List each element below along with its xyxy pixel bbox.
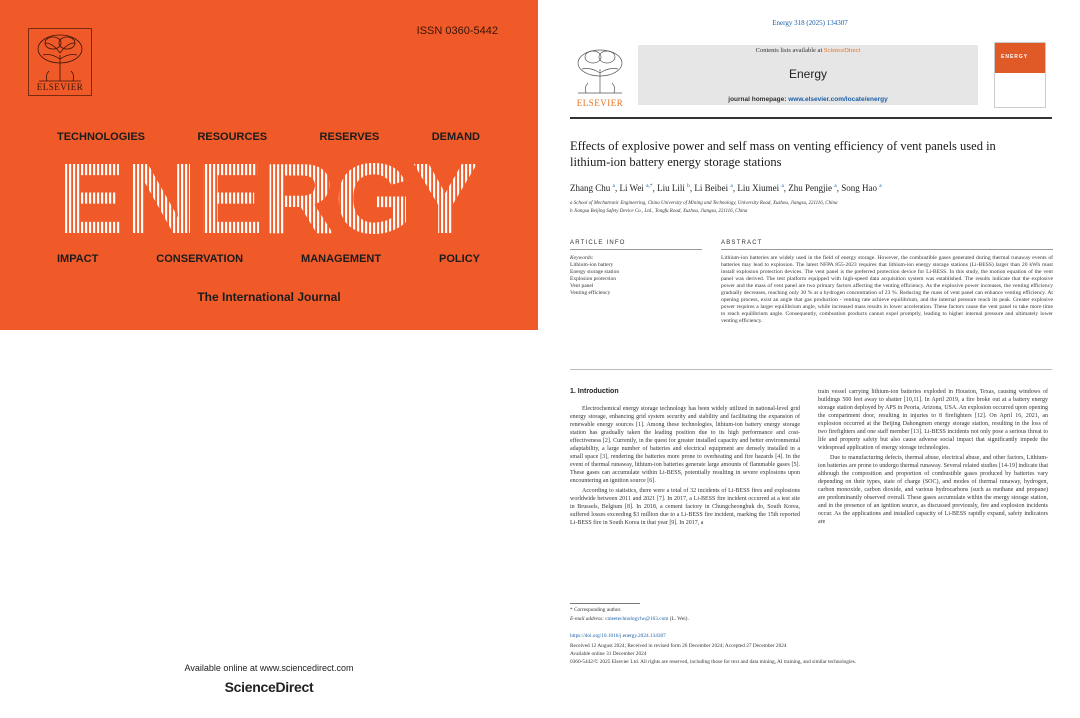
copyright-line: 0360-5442/© 2025 Elsevier Ltd. All rights are reserved, including those for text and data mining, AI training, and similar technologies. <box>570 659 857 665</box>
keyword: Lithium-ion battery <box>570 262 614 268</box>
topic-word: CONSERVATION <box>156 253 244 265</box>
thumbnail-title: ENERGY <box>1001 54 1029 60</box>
article-info-heading: ARTICLE INFO <box>570 240 626 246</box>
divider <box>570 249 702 250</box>
corresponding-author-note: * Corresponding author. <box>570 607 622 613</box>
body-column-right <box>818 388 1048 528</box>
sciencedirect-logo: ScienceDirect <box>224 679 314 695</box>
contents-prefix: Contents lists available at <box>755 47 823 54</box>
journal-banner <box>638 45 978 105</box>
contents-line <box>638 47 978 54</box>
author[interactable]: Liu Xiumei $^a$ <box>737 183 784 193</box>
keyword: Energy storage station <box>570 269 620 275</box>
body-paragraph: Electrochemical energy storage technology has been widely utilized in national-level grid energy storage, enhancing grid system security and stability and facilitating the expansion of renewable energy sources [1]. Among these technologies, lithium-ion battery energy storage station has gradually taken the leading position due to its high performance and cost-effectiveness [2]. Currently, in the quest for greater installed capacity and better environmental adaptability, a large number of batteries and electrical equipment are densely installed in a small space [3], rendering the batteries more prone to overheating and fire hazards [4]. In the event of thermal runaway, lithium-ion batteries generate large amounts of flammable gases [5]. These gases can accumulate within Li-BESS, potentially resulting in severe explosions upon encountering an ignition source [6]. <box>570 406 800 484</box>
body-column-left <box>570 388 800 529</box>
email-suffix: (L. Wei). <box>669 616 689 622</box>
author[interactable]: Zhu Pengjie $^a$ <box>788 183 837 193</box>
footnote-divider <box>570 603 640 604</box>
history-received: Received 12 August 2024; Received in revised form 26 December 2024; Accepted 27 December 2024 <box>570 643 787 649</box>
keywords-label: Keywords: <box>570 255 594 261</box>
topic-word: MANAGEMENT <box>301 253 382 265</box>
masthead-divider <box>570 117 1052 119</box>
author[interactable]: Li Wei $^{a,*}$ <box>619 183 653 193</box>
journal-name: Energy <box>788 67 828 81</box>
doi-link[interactable]: https://doi.org/10.1016/j.energy.2024.134307 <box>570 633 666 639</box>
homepage-line <box>638 96 978 103</box>
elsevier-tree-icon <box>29 29 91 83</box>
body-paragraph: train vessel carrying lithium-ion batteries exploded in Houston, Texas, causing windows of buildings 500 feet away to shatter [10,11]. In April 2019, a fire broke out at a battery energy storage station deployed by APS in Peoria, Arizona, USA. An explosion occurred upon opening the compartment door, resulting in injuries to 8 firefighters [12]. On April 16, 2021, an explosion occurred at the Beijing Dahongmen energy storage station, resulting in the loss of two firefighters and one staff member [13]. Li-BESS incidents not only pose a serious threat to life and property safety but also cause adverse social impact that significantly impede the widespread application of energy storage technologies. <box>818 389 1048 451</box>
keyword: Venting efficiency <box>570 290 611 296</box>
body-paragraph: Due to manufacturing defects, thermal abuse, electrical abuse, and other factors, Lithium-ion batteries are prone to undergo thermal runaway. Several related studies [14-19] indicate that although the composition and proportion of combustible gases produced by batteries vary depending on their types, state of charge (SOC), and modes of thermal runaway, hydrogen, carbon monoxide, carbon dioxide, and various hydrocarbons (such as methane and propane) are predominantly observed overall. These gases accumulate within the energy storage station, and in the presence of an ignition source, as discussed previously, fire and explosion incidents occur. As the applications and installed capacity of Li-BESS rapidly expand, safety indicators are <box>818 455 1048 525</box>
email-footnote <box>570 616 1050 622</box>
abstract-text: Lithium-ion batteries are widely used in the field of energy storage. However, the combustible gases generated during thermal runaway events of batteries may lead to explosion. The latest NFPA 855-2023 requires that lithium-ion energy storage stations (Li-BESS) larger than 20 kWh must install explosion protection devices. The vent panel is the preferred protection device for Li-BESS. In this study, the motion equation of the vent panel was derived. The test platform equipped with high-speed data acquisition system was established. The results indicate that the explosive power and the mass of vent panel are two primary factors affecting the venting efficiency. As the explosive power increases, the venting efficiency gradually decreases, reaching only 30 % at a hydrogen concentration of 23 %. Reducing the mass of vent panel can enhance venting efficiency. At opening process, exist an angle that gas production - venting rate achieve equilibrium, and the internal pressure reach its peak. Greater explosive power requires a larger equilibrium angle, while increased mass results in lower acceleration. These factors cause the vent panel to take more time to reach equilibrium angle. Consequently, combustion products cannot expel promptly, leading to higher internal pressure and ultimately lower venting efficiency. <box>721 255 1053 325</box>
keyword: Explosion protection <box>570 276 616 282</box>
history-available: Available online 31 December 2024 <box>570 651 647 657</box>
topic-word: IMPACT <box>57 253 99 265</box>
keyword: Vent panel <box>570 283 594 289</box>
abstract-divider <box>570 369 1052 370</box>
divider <box>721 249 1053 250</box>
elsevier-logo <box>28 28 92 96</box>
elsevier-logo-text: ELSEVIER <box>36 82 84 92</box>
topic-word: RESOURCES <box>197 131 268 143</box>
topic-word: TECHNOLOGIES <box>57 131 146 143</box>
journal-masthead <box>570 42 1052 110</box>
topic-word: POLICY <box>439 253 480 265</box>
elsevier-logo-text: ELSEVIER <box>576 98 624 108</box>
cover-topics-bottom <box>57 253 480 265</box>
cover-title-energy <box>57 155 480 239</box>
affiliation: a School of Mechatronic Engineering, China University of Mining and Technology, University Road, Xuzhou, Jiangsu, 221116, China <box>570 201 838 206</box>
article-page <box>560 0 1060 718</box>
sciencedirect-link[interactable]: ScienceDirect <box>823 47 861 54</box>
body-paragraph: According to statistics, there were a total of 32 incidents of Li-BESS fires and explosions worldwide between 2011 and 2021 [7]. In 2017, a Li-BESS fire incident occurred at a test site in Brussels, Belgium [8]. In 2018, a cement factory in Chungcheongbuk do, South Korea, suffered losses exceeding $3 million due to a Li-BESS fire incident, marking the 15th reported Li-BESS fire in South Korea in that year [9]. In 2017, a <box>570 488 800 526</box>
cover-topics-top <box>57 131 480 143</box>
homepage-label: journal homepage: <box>728 96 787 103</box>
article-title: Effects of explosive power and self mass on venting efficiency of vent panels used in lithium-ion battery energy storage stations <box>570 139 996 169</box>
author[interactable]: Li Beibei $^a$ <box>694 183 733 193</box>
affiliation: b Jiangsu Beijing Safety Device Co., Ltd., Tongfu Road, Xuzhou, Jiangsu, 221116, China <box>570 209 748 214</box>
topic-word: RESERVES <box>319 131 380 143</box>
author[interactable]: Song Hao $^a$ <box>841 183 882 193</box>
elsevier-tree-icon <box>570 45 630 95</box>
issn: ISSN 0360-5442 <box>416 25 498 37</box>
cover-thumbnail[interactable] <box>994 42 1046 108</box>
email-label: E-mail address: <box>570 616 604 622</box>
email-link[interactable]: cmeetechnologylw@163.com <box>605 616 669 622</box>
homepage-link[interactable]: www.elsevier.com/locate/energy <box>788 96 888 103</box>
author[interactable]: Zhang Chu $^a$ <box>570 183 615 193</box>
keywords-block <box>570 255 700 297</box>
elsevier-logo[interactable] <box>570 45 630 107</box>
journal-cover <box>0 0 538 330</box>
topic-word: DEMAND <box>431 131 480 143</box>
author[interactable]: Liu Lili $^b$ <box>657 183 690 193</box>
section-heading-introduction: 1. Introduction <box>570 388 619 395</box>
author-list: Zhang Chu $^a$, Li Wei $^{a,*}$, Liu Lili $^b$, Li Beibei $^a$, Liu Xiumei $^a$, Zhu Pengjie $^a$, Song Hao $^a$ <box>570 183 882 193</box>
cover-subtitle: The International Journal <box>197 290 341 304</box>
abstract-heading: ABSTRACT <box>721 240 763 246</box>
citation-line[interactable]: Energy 318 (2025) 134307 <box>772 19 848 27</box>
available-online-text: Available online at www.sciencedirect.com <box>184 663 354 673</box>
